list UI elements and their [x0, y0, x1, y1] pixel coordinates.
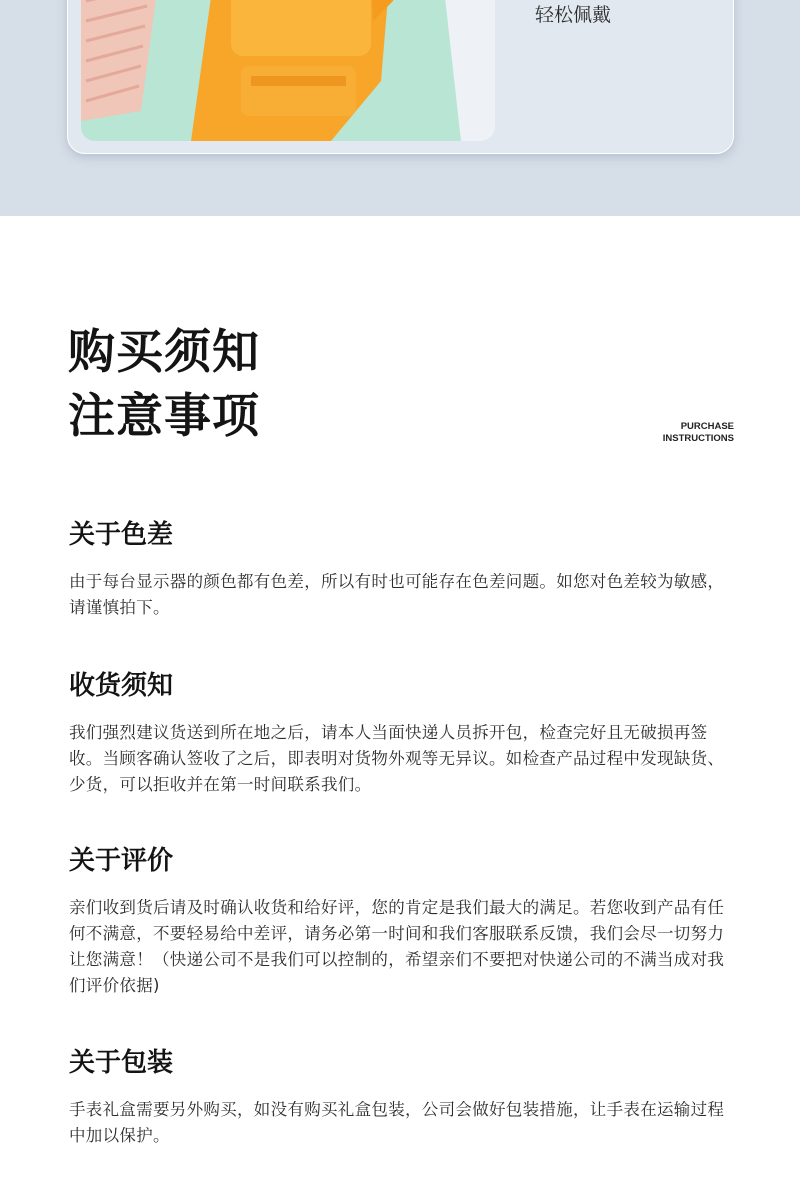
section-heading: 关于包装 [69, 1047, 174, 1077]
top-banner [0, 0, 800, 216]
section-reviews [69, 843, 736, 999]
section-packaging [69, 1045, 736, 1149]
watch-strap-image [81, 0, 495, 141]
en-subtitle-line-1: PURCHASE [680, 421, 734, 432]
page-title [68, 320, 260, 448]
product-photo [81, 0, 495, 141]
section-body: 手表礼盒需要另外购买，如没有购买礼盒包装，公司会做好包装措施，让手表在运输过程中加以保护。 [69, 1100, 725, 1145]
product-card [67, 0, 734, 154]
title-line-1: 购买须知 [68, 325, 260, 378]
section-body: 亲们收到货后请及时确认收货和给好评，您的肯定是我们最大的满足。若您收到产品有任何不满意，不要轻易给中差评，请务必第一时间和我们客服联系反馈，我们会尽一切努力让您满意！（快递公司不是我们可以控制的，希望亲们不要把对快递公司的不满当成对我们评价依据) [69, 898, 725, 995]
section-color-difference [69, 517, 736, 621]
section-heading: 收货须知 [69, 670, 174, 700]
title-line-2: 注意事项 [68, 389, 260, 442]
section-receipt-notice [69, 668, 736, 798]
section-body: 我们强烈建议货送到所在地之后，请本人当面快递人员拆开包，检查完好且无破损再签收。当顾客确认签收了之后，即表明对货物外观等无异议。如检查产品过程中发现缺货、少货，可以拒收并在第一时间联系我们。 [69, 723, 725, 794]
caption-line: 轻松佩戴 [535, 4, 612, 26]
section-heading: 关于评价 [69, 845, 174, 875]
en-subtitle-line-2: INSTRUCTIONS [662, 433, 734, 444]
card-caption [535, 0, 611, 29]
english-subtitle [663, 421, 734, 445]
section-body: 由于每台显示器的颜色都有色差，所以有时也可能存在色差问题。如您对色差较为敏感，请谨慎拍下。 [69, 572, 725, 617]
section-heading: 关于色差 [69, 519, 174, 549]
